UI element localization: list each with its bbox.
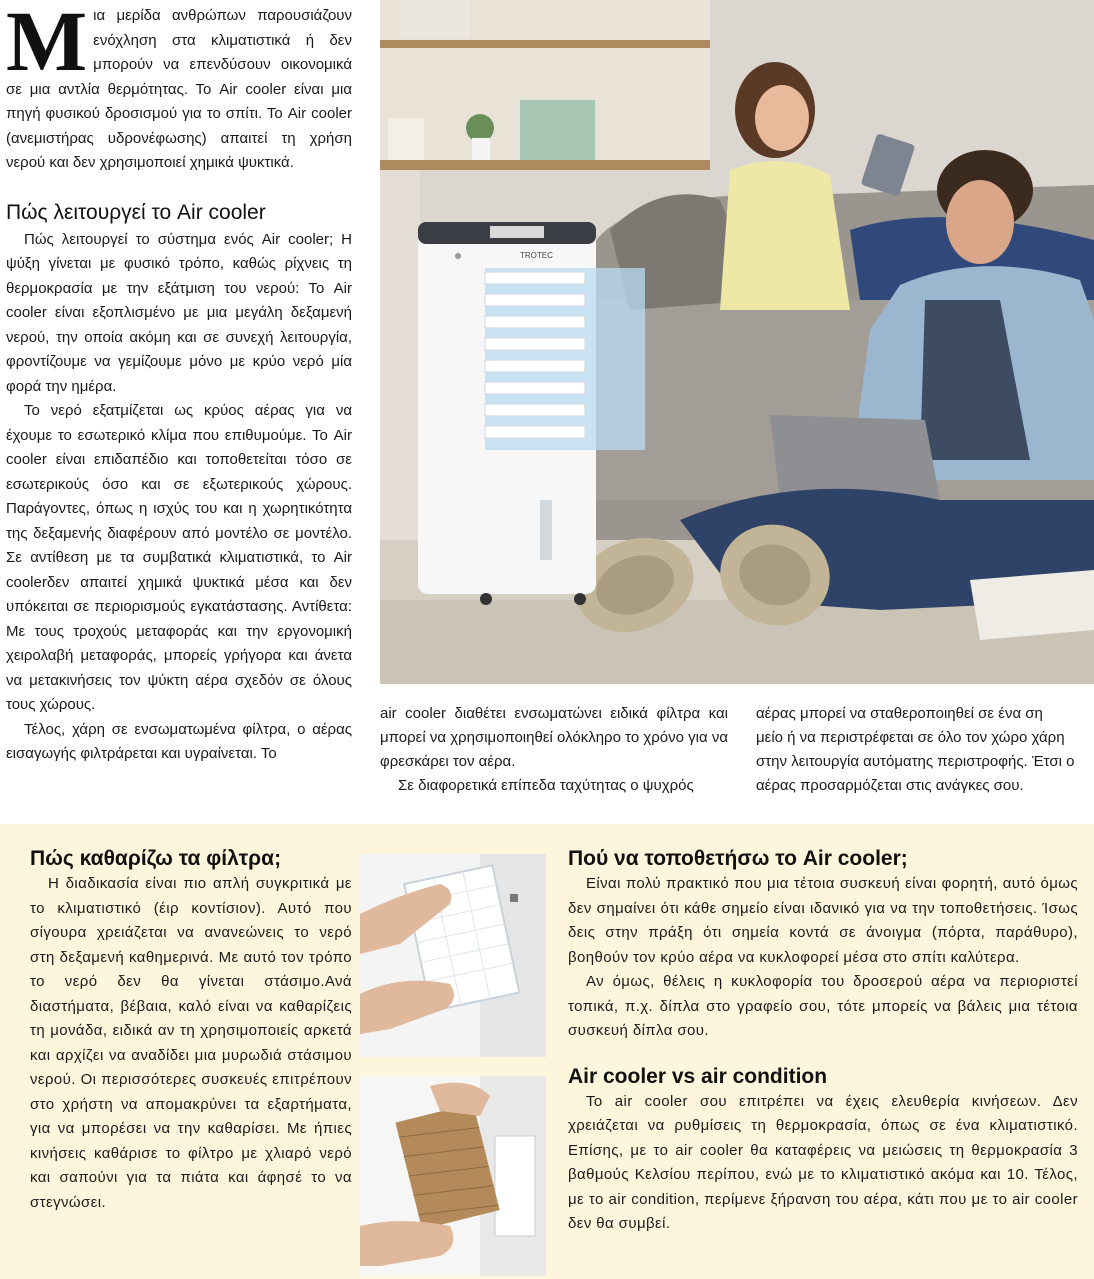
filters-heading: Πώς καθαρίζω τα φίλτρα; [30,847,282,870]
article-paragraph-3: Τέλος, χάρη σε ενσωματωμένα φίλτρα, ο αέρας εισαγωγής φιλτράρεται και υγραίνεται. Το [6,720,352,762]
placement-paragraph-1: Είναι πολύ πρακτικό που μια τέτοια συσκευή είναι φορητή, αυτό όμως δεν σημαίνει ότι κάθε σημείο είναι ιδανικό για να την τοποθετήσεις. Ίσως δεις στην πράξη ότι σημεία κοντά σε άνοιγμα (πόρτα, παράθυρο), βοηθούν τον κρύο αέρα να κυκλοφορεί μέσα στο σπίτι καλύτερα. [568,875,1078,966]
intro-paragraph [6,0,352,176]
placement-paragraph-2: Αν όμως, θέλεις η κυκλοφορία του δροσερού αέρα να περιοριστεί τοπικά, π.χ. δίπλα στο γραφείο σου, τότε μπορείς να βάλεις μια τέτοια συσκευή δίπλα σου. [568,973,1078,1039]
article-paragraph-2: Το νερό εξατμίζεται ως κρύος αέρας για να έχουμε το εσωτερικό κλίμα που επιθυμούμε. Το Air cooler είναι επιδαπέδιο και τοποθετείται τόσο σε εσωτερικούς όσο και σε εξωτερικούς χώρους. Παράγοντες, όπως η ισχύς του και η χωρητικότητα της δεξαμενής διαφέρουν από μοντέλο σε μοντέλο. Σε αντίθεση με τα συμβατικά κλιματιστικά, το Air coolerδεν απαιτεί χημικά ψυκτικά μέσα και δεν υπόκειται σε περιορισμούς εγκατάστασης. Αντίθετα: Με τους τροχούς μεταφοράς και την εργονομική χειρολαβή μεταφοράς, μπορείς γρήγορα και άνετα να μετακινήσεις τον ψύκτη αέρα σχεδόν σε όλους τους χώρους. [6,402,352,713]
article-column-middle [380,702,728,798]
living-room-illustration [380,0,1094,684]
comparison-paragraph: Το air cooler σου επιτρέπει να έχεις ελευθερία κινήσεων. Δεν χρειάζεται να ρυθμίσεις τη θερμοκρασία, όπως σε ένα κλιματιστικό. Επίσης, με το air cooler θα καταφέρεις να μειώσεις τη θερμοκρασία 3 βαθμούς Κελσίου περίπου, ενώ με το κλιματιστικό ακόμα και 10. Τέλος, με το air condition, περίμενε ξήρανση του αέρα, κάτι που με το air cooler δεν θα συμβεί. [568,1092,1078,1232]
right-line-3: στην λειτουργία αυτόματης περιστροφής. Έτσι ο [756,753,1075,770]
right-line-1: αέρας μπορεί να σταθεροποιηθεί σε ένα ση [756,705,1043,722]
drop-cap: Μ [6,0,88,89]
article-column-right [756,702,1094,798]
filter-photo-bottom [360,1076,546,1276]
filter-photo-top [360,854,546,1057]
brand-label: TROTEC [520,251,553,260]
article-subheading: Πώς λειτουργεί το Air cooler [6,200,266,224]
filters-section [30,846,352,1215]
filters-text: Η διαδικασία είναι πιο απλή συγκριτικά με το κλιματιστικό (έιρ κοντίσιον). Αυτό που σίγουρα χρειάζεται να ανανεώνεις το νερό στη δεξαμενή καθημερινά. Με αυτό τον τρόπο το νερό δεν θα γίνεται στάσιμο.Ανά διαστήματα, βέβαια, καλό είναι να καθαρίζεις τη μονάδα, ειδικά αν τη χρησιμοποιείς αρκετά και αρχίζει να αναδίδει μια μυρωδιά στάσιμου νερού. Οι περισσότερες συσκευές επιτρέπουν στο χρήστη να απομακρύνει τα εξαρτήματα, για να μπορέσει να την καθαρίσει. Με ήπιες κινήσεις καθάρισε το φίλτρο με χλιαρό νερό και σαπούνι για τα πιάτα και άφησέ το να στεγνώσει. [30,875,352,1211]
right-line-2: μείο ή να περιστρέφεται σε όλο τον χώρο χάρη [756,729,1065,746]
intro-text: ια μερίδα ανθρώπων παρουσιάζουν ενόχληση στα κλιματιστικά ή δεν μπορούν να επενδύσουν οικονομικά σε μια αντλία θερμότητας. Το Air cooler είναι μια πηγή φυσικού δροσισμού για το σπίτι. Το Air cooler (ανεμιστήρας υδρονέφωσης) απαιτεί τη χρήση νερού και δεν χρησιμοποιεί χημικά ψυκτικά. [6,7,352,171]
middle-paragraph-2: Σε διαφορετικά επίπεδα ταχύτητας ο ψυχρός [398,777,694,794]
right-line-4: αέρας προσαρμόζεται στις ανάγκες σου. [756,777,1024,794]
article-paragraph-1: Πώς λειτουργεί το σύστημα ενός Air cooler; Η ψύξη γίνεται με φυσικό τρόπο, καθώς ρίχνεις τη θερμοκρασία με την εξάτμιση του νερού: Το Air cooler είναι εξοπλισμένο με μια μεγάλη δεξαμενή νερού, την οποία ακόμη και σε συνεχή λειτουργία, φροντίζουμε να γεμίζουμε μόνο με κρύο νερό μία φορά την ημέρα. [6,230,352,395]
article-column-left [6,0,352,767]
middle-paragraph-1: air cooler διαθέτει ενσωματώνει ειδικά φίλτρα και μπορεί να χρησιμοποιηθεί ολόκληρο το χρόνο για να φρεσκάρει τον αέρα. [380,705,728,770]
info-box [0,824,1094,1279]
comparison-heading: Air cooler vs air condition [568,1064,828,1088]
main-photo [380,0,1094,684]
placement-section [568,846,1078,1237]
placement-heading: Πού να τοποθετήσω το Air cooler; [568,847,908,870]
